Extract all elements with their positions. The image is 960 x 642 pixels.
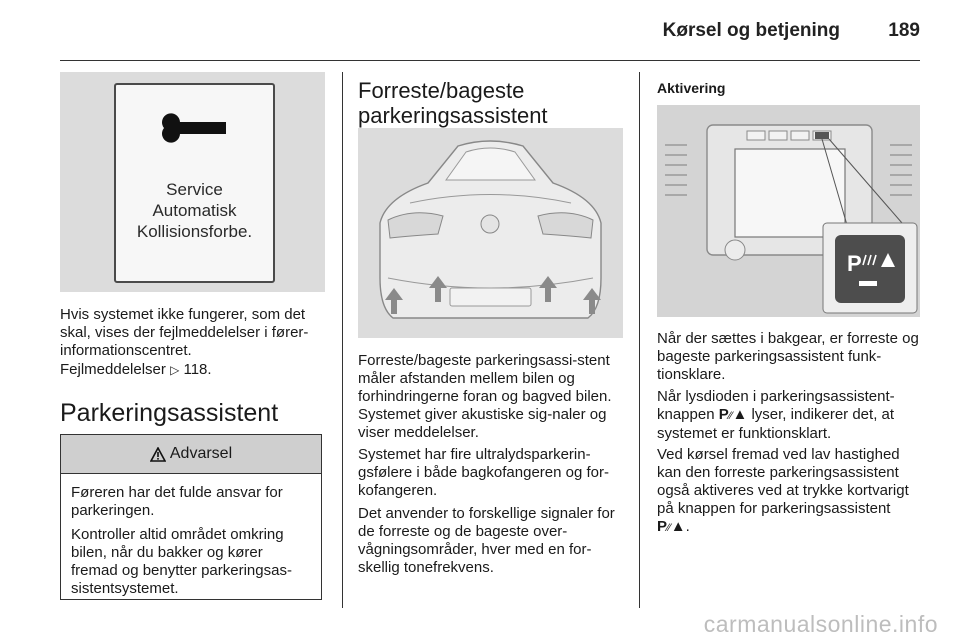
page-number: 189 xyxy=(888,20,920,41)
page-ref-icon: ▷ xyxy=(170,363,180,377)
svg-text:P: P xyxy=(847,251,862,276)
col2-paragraph-1: Forreste/bageste parkeringsassi-stent måler afstanden mellem bilen og forhindringerne foran og bagved bilen. Systemet giver akustiske sig-naler og viser meddelelser. xyxy=(358,352,612,441)
car-rear-illustration xyxy=(358,128,623,338)
wrench-icon xyxy=(160,113,230,143)
error-messages-text: Fejlmeddelelser xyxy=(60,361,166,378)
col3-paragraph-1: Når der sættes i bakgear, er forreste og bageste parkeringsassistent funk-tionsklare. xyxy=(657,330,919,383)
warning-box xyxy=(60,434,322,600)
section-heading-front-rear xyxy=(358,78,548,128)
heading-line-1: Forreste/bageste xyxy=(358,78,525,103)
warning-header xyxy=(61,435,321,474)
forward-activation-end: . xyxy=(685,518,690,535)
car-rear-sensors-figure xyxy=(358,128,623,338)
display-line-2: Automatisk xyxy=(152,201,237,220)
parking-assist-icon: P⁄⁄▲ xyxy=(718,406,748,423)
col3-paragraph-2 xyxy=(657,388,925,443)
warning-body xyxy=(61,474,321,598)
chapter-title: Kørsel og betjening xyxy=(662,20,840,41)
heading-line-2: parkeringsassistent xyxy=(358,103,548,128)
service-display-figure xyxy=(60,72,325,292)
col2-paragraph-3: Det anvender to forskellige signaler for de forreste og de bageste over-vågningsområder, hver med en for-skellig tonefrekvens. xyxy=(358,505,615,576)
warning-title: Advarsel xyxy=(169,445,233,462)
display-text xyxy=(116,179,273,242)
forward-activation-text: Ved kørsel fremad ved lav hastighed kan den forreste parkeringsassistent også aktiveres ved at trykke kortvarigt på knappen for parkeringsassistent xyxy=(657,446,909,517)
display-line-3: Kollisionsforbe. xyxy=(136,222,253,241)
parking-assist-icon-2: P⁄⁄▲ xyxy=(657,518,686,535)
col1-paragraph-2 xyxy=(60,361,325,379)
page-header xyxy=(0,0,960,62)
watermark: carmanualsonline.info xyxy=(703,611,938,637)
display-screen xyxy=(114,83,275,283)
col2-paragraph-2: Systemet har fire ultralydsparkerin-gsfølere i både bagkofangeren og for-kofangeren. xyxy=(358,446,609,499)
error-messages-ref: 118. xyxy=(183,361,212,378)
col3-paragraph-3 xyxy=(657,446,925,537)
warning-triangle-icon xyxy=(150,447,166,462)
dashboard-button-figure xyxy=(657,105,920,317)
header-rule xyxy=(60,60,920,61)
dashboard-illustration xyxy=(657,105,920,317)
led-text-end: lyser, indikerer det, at systemet er funktionsklart. xyxy=(657,406,895,442)
display-line-1: Service xyxy=(166,180,223,199)
warning-paragraph-2: Kontroller altid området omkring bilen, når du bakker og kører fremad og benytter parkeringsas-sistentsystemet. xyxy=(71,526,292,597)
section-heading-parking-assist: Parkeringsassistent xyxy=(60,399,279,427)
led-text-start: Når lysdioden i parkeringsassistent-knappen xyxy=(657,388,895,423)
activation-subheading: Aktivering xyxy=(657,80,726,96)
col1-paragraph-1: Hvis systemet ikke fungerer, som det skal, vises der fejlmeddelelser i fører-informationscentret. xyxy=(60,306,309,359)
column-divider-2 xyxy=(639,72,640,608)
warning-paragraph-1: Føreren har det fulde ansvar for parkeringen. xyxy=(71,484,283,519)
column-divider-1 xyxy=(342,72,343,608)
